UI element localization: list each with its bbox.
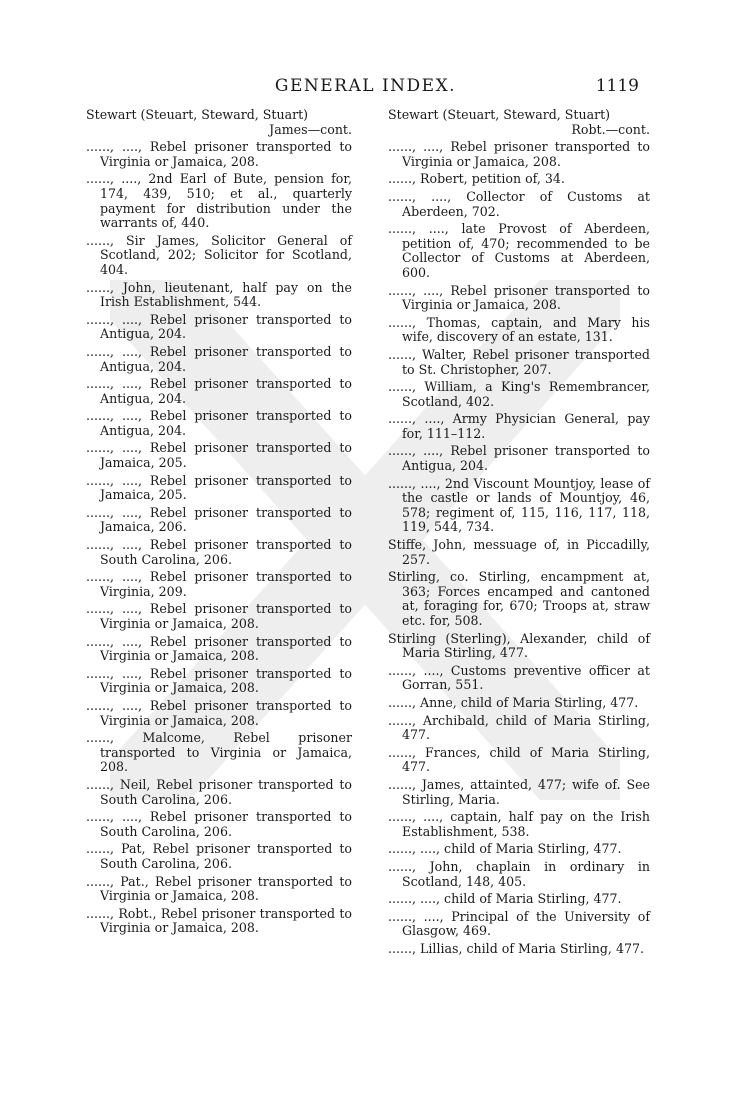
index-entry [86,345,352,374]
index-entry [86,635,352,664]
index-entry [388,714,650,743]
index-entry [388,172,650,187]
index-entry-text: ......, Archibald, child of Maria Stirling, 477. [388,712,650,743]
index-entry [86,377,352,406]
index-entry [388,348,650,377]
index-entry [86,875,352,904]
index-entry [86,699,352,728]
index-entry [86,778,352,807]
index-entry-text: ......, Pat., Rebel prisoner transported to Virginia or Jamaica, 208. [86,873,352,904]
running-title: GENERAL INDEX. [274,76,457,96]
index-entry [388,477,650,535]
continuation-label: Robt.—cont. [571,121,650,137]
index-entry-text: ......, ...., Rebel prisoner transported to Virginia or Jamaica, 208. [388,282,650,313]
index-entry-text: ......, ...., child of Maria Stirling, 477. [388,841,622,857]
index-entry-text: ......, ...., Army Physician General, pay for, 111–112. [388,411,650,441]
index-entry-text: ......, ...., Rebel prisoner transported to Virginia or Jamaica, 208. [86,665,352,696]
index-entry [388,444,650,473]
index-entry-text: Stiffe, John, messuage of, in Piccadilly, 257. [388,537,650,567]
index-entry [388,810,650,839]
index-entry-text: ......, Robt., Rebel prisoner transported to Virginia or Jamaica, 208. [86,905,352,936]
index-entry [388,140,650,169]
index-entry [86,907,352,936]
index-entry-text: ......, ...., Rebel prisoner transported to Antigua, 204. [86,376,352,406]
index-entry [86,313,352,342]
index-entry [86,667,352,696]
index-entry [388,664,650,693]
index-entry-text: ......, John, lieutenant, half pay on the Irish Establishment, 544. [86,279,352,310]
index-entry-text: Stirling (Sterling), Alexander, child of Maria Stirling, 477. [388,630,650,661]
index-entry [388,316,650,345]
index-entry-text: ......, Thomas, captain, and Mary his wife, discovery of an estate, 131. [388,314,650,345]
index-entry [86,234,352,278]
index-column-left [86,108,352,939]
index-entry-text: ......, Robert, petition of, 34. [388,171,565,187]
index-entry-text: ......, ...., 2nd Viscount Mountjoy, lease of the castle or lands of Mountjoy, 46, 578; regiment of, 115, 116, 117, 118, 119, 544, 734. [388,475,650,535]
page-header [0,72,731,102]
index-entry [86,441,352,470]
index-entry [86,602,352,631]
index-entry [86,474,352,503]
index-entry-text: ......, John, chaplain in ordinary in Scotland, 148, 405. [388,858,650,889]
index-heading [86,108,352,137]
index-entry [86,506,352,535]
index-entry [388,538,650,567]
index-entry [388,284,650,313]
index-entry [388,380,650,409]
index-entry [86,570,352,599]
index-entry-text: ......, ...., Rebel prisoner transported to Jamaica, 206. [86,504,352,535]
index-entry-text: ......, ...., Rebel prisoner transported to Virginia, 209. [86,569,352,599]
index-entry-text: ......, Pat, Rebel prisoner transported to South Carolina, 206. [86,841,352,871]
index-entry-text: ......, ...., Rebel prisoner transported to Virginia or Jamaica, 208. [86,697,352,728]
index-entry-text: ......, ...., Rebel prisoner transported to South Carolina, 206. [86,809,352,839]
index-entry [86,810,352,839]
index-entry-text: ......, ...., late Provost of Aberdeen, petition of, 470; recommended to be Collector of Customs at Aberdeen, 600. [388,221,650,280]
index-entry [388,842,650,857]
index-entry [86,140,352,169]
index-entry-text: Stewart (Steuart, Steward, Stuart) [86,107,309,122]
index-entry-text: ......, ...., Collector of Customs at Aberdeen, 702. [388,188,650,219]
index-entry-text: ......, Lillias, child of Maria Stirling, 477. [388,940,644,956]
index-entry [388,746,650,775]
index-entry-text: ......, ...., 2nd Earl of Bute, pension for, 174, 439, 510; et al., quarterly payment for distribution under the warrants of, 440. [86,171,352,231]
index-entry-text: ......, James, attainted, 477; wife of. See Stirling, Maria. [388,776,650,807]
index-entry [388,412,650,441]
index-entry [388,942,650,957]
index-entry-text: Stewart (Steuart, Steward, Stuart) [388,107,611,122]
index-entry [86,538,352,567]
index-entry [86,172,352,230]
index-entry [388,910,650,939]
index-entry-text: ......, ...., Principal of the University of Glasgow, 469. [388,908,650,939]
index-entry [86,842,352,871]
index-entry-text: ......, ...., Rebel prisoner transported to Virginia or Jamaica, 208. [86,601,352,631]
index-entry-text: ......, Walter, Rebel prisoner transported to St. Christopher, 207. [388,346,650,377]
index-entry [86,281,352,310]
index-entry [388,222,650,280]
index-entry-text: ......, Anne, child of Maria Stirling, 477. [388,694,639,710]
index-entry-text: ......, William, a King's Remembrancer, Scotland, 402. [388,379,650,409]
index-entry-text: ......, ...., Rebel prisoner transported to Virginia or Jamaica, 208. [388,139,650,169]
index-entry [86,409,352,438]
index-entry-text: ......, Neil, Rebel prisoner transported to South Carolina, 206. [86,776,352,807]
index-entry-text: ......, ...., Rebel prisoner transported to Antigua, 204. [86,343,352,374]
index-heading [388,108,650,137]
index-entry-text: ......, ...., Rebel prisoner transported to Jamaica, 205. [86,440,352,471]
continuation-label: James—cont. [269,121,352,137]
index-entry [388,570,650,628]
index-entry-text: ......, ...., Rebel prisoner transported to Jamaica, 205. [86,472,352,503]
index-entry-text: ......, ...., Rebel prisoner transported to Antigua, 204. [388,443,650,474]
index-entry-text: ......, ...., Rebel prisoner transported to Antigua, 204. [86,311,352,342]
index-entry-text: Stirling, co. Stirling, encampment at, 363; Forces encamped and cantoned at, foraging for, 670; Troops at, straw etc. for, 508. [388,569,650,628]
index-entry-text: ......, ...., Rebel prisoner transported to Antigua, 204. [86,408,352,438]
index-entry-text: ......, ...., Rebel prisoner transported to Virginia or Jamaica, 208. [86,139,352,169]
index-entry [86,731,352,775]
page-number: 1119 [595,76,639,96]
index-entry-text: ......, Malcome, Rebel prisoner transported to Virginia or Jamaica, 208. [86,730,352,775]
index-entry-text: ......, ...., Rebel prisoner transported to Virginia or Jamaica, 208. [86,633,352,664]
index-entry-text: ......, ...., child of Maria Stirling, 477. [388,891,622,907]
index-entry [388,892,650,907]
index-entry-text: ......, Frances, child of Maria Stirling, 477. [388,744,650,775]
index-entry-text: ......, ...., captain, half pay on the Irish Establishment, 538. [388,809,650,839]
index-entry [388,778,650,807]
index-entry [388,632,650,661]
index-entry-text: ......, ...., Customs preventive officer at Gorran, 551. [388,662,650,693]
index-entry-text: ......, ...., Rebel prisoner transported to South Carolina, 206. [86,537,352,567]
index-entry [388,696,650,711]
index-entry-text: ......, Sir James, Solicitor General of Scotland, 202; Solicitor for Scotland, 404. [86,232,352,277]
index-column-right [388,108,650,959]
index-entry [388,190,650,219]
index-entry [388,860,650,889]
